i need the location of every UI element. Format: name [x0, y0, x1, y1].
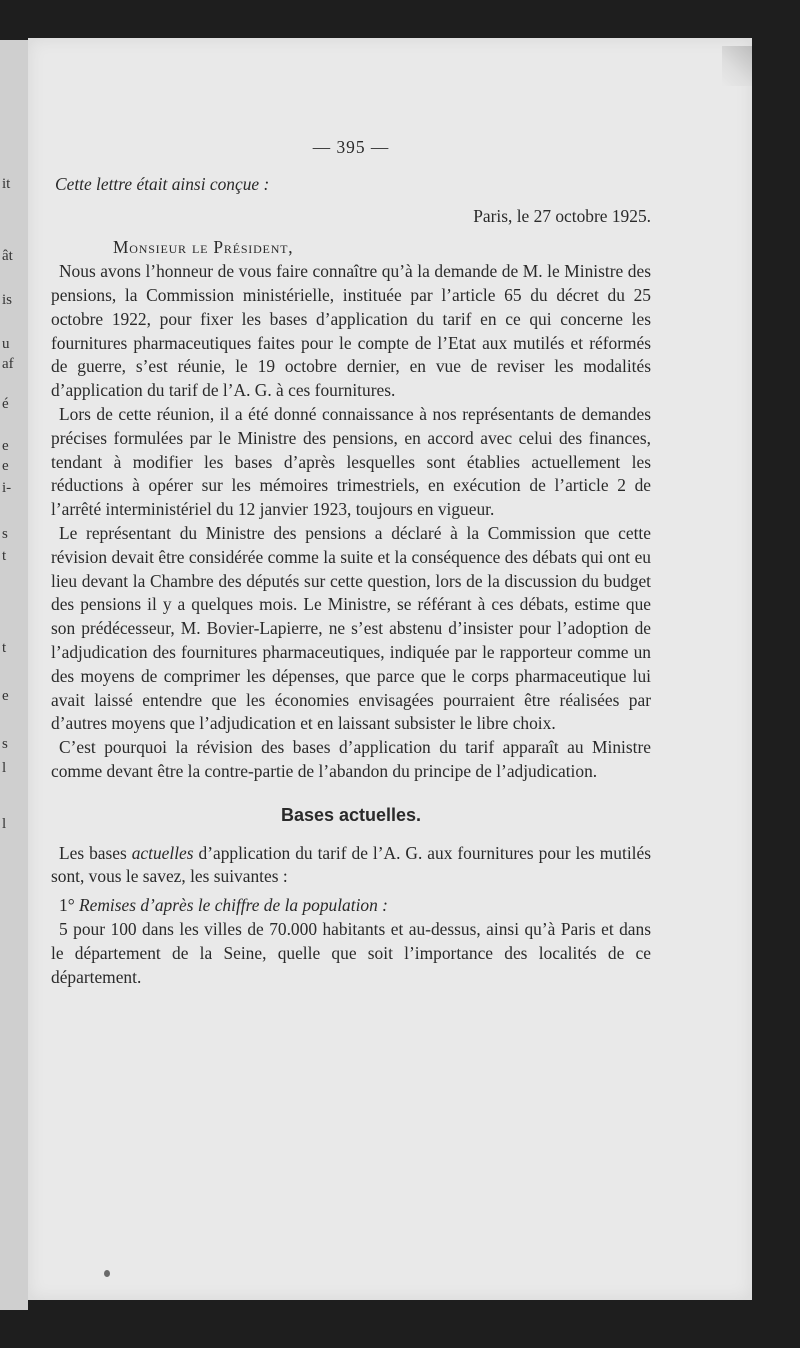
subheading-population — [51, 894, 651, 918]
adjacent-page-fragment: s — [2, 526, 8, 542]
adjacent-page-fragment: l — [2, 760, 7, 776]
final-paragraph: 5 pour 100 dans les villes de 70.000 habitants et au-dessus, ainsi qu’à Paris et dans le département de la Seine, quelle que soit l’importance des localités de ce département. — [51, 918, 651, 987]
adjacent-page-fragment: ât — [2, 248, 13, 264]
bases-text-before: Les bases — [59, 842, 132, 863]
adjacent-page-fragment: e — [2, 688, 9, 704]
adjacent-page-fragment: e — [2, 438, 9, 454]
bases-text-after: d’application du tarif de l’A. G. aux fournitures pour les mutilés sont, vous le savez, les suivantes : — [51, 842, 651, 887]
page-content — [51, 136, 651, 989]
adjacent-page-fragment: t — [2, 640, 7, 656]
ink-speck — [104, 1270, 110, 1277]
adjacent-page-edge — [0, 40, 28, 1310]
letter-salutation: Monsieur le Président, — [113, 237, 294, 258]
adjacent-page-fragment: af — [2, 356, 14, 372]
subheading-text: Remises d’après le chiffre de la population : — [79, 895, 388, 916]
section-heading: Bases actuelles. — [280, 804, 422, 825]
bases-text-emphasis: actuelles — [131, 842, 194, 863]
adjacent-page-fragment: l — [2, 816, 7, 832]
letter-paragraph: Nous avons l’honneur de vous faire connaître qu’à la demande de M. le Ministre des pensions, la Commission ministérielle, instituée par l’article 65 du décret du 25 octobre 1922, pour fixer les bases d’application du tarif en ce qui concerne les fournitures pharmaceutiques faites pour le compte de l’Etat aux mutilés et réformés de guerre, s’est réunie, le 19 octobre dernier, en vue de reviser les modalités d’application du tarif de l’A. G. à ces fournitures. — [51, 261, 651, 401]
bases-paragraph — [51, 842, 651, 890]
adjacent-page-fragment: u — [2, 336, 10, 352]
adjacent-page-fragment: it — [2, 176, 11, 192]
page-corner-fold — [722, 46, 752, 86]
subheading-number: 1° — [59, 895, 79, 916]
page-number: — 395 — — [312, 137, 390, 157]
adjacent-page-fragment: i- — [2, 480, 12, 496]
adjacent-page-fragment: is — [2, 292, 13, 308]
letter-paragraph: Le représentant du Ministre des pensions a déclaré à la Commission que cette révision devait être considérée comme la suite et la conséquence des débats qui ont eu lieu devant la Chambre des députés sur cette question, lors de la discussion du budget des pensions il y a quelques mois. Le Ministre, se référant à ces débats, estime que son prédécesseur, M. Bovier-Lapierre, ne s’est abstenu d’insister pour l’adoption de l’adjudication des fournitures pharmaceutiques, indiquée par le rapporteur comme un des moyens de comprimer les dépenses, que parce que le corps pharmaceutique lui avait laissé entendre que les économies envisagées pourraient être réalisées par d’autres moyens que l’adjudication et en laissant subsister le libre choix. — [51, 522, 651, 734]
adjacent-page-fragment: s — [2, 736, 8, 752]
book-page — [28, 38, 752, 1300]
adjacent-page-fragment: e — [2, 458, 9, 474]
adjacent-page-fragment: t — [2, 548, 7, 564]
letter-paragraph: Lors de cette réunion, il a été donné connaissance à nos représentants de demandes précises formulées par le Ministre des pensions, en accord avec celui des finances, tendant à modifier les bases d’après lesquelles sont établies actuellement les réductions à opérer sur les mémoires trimestriels, en exécution de l’article 2 de l’arrêté interministériel du 12 janvier 1923, toujours en vigueur. — [51, 403, 651, 520]
letter-date: Paris, le 27 octobre 1925. — [473, 205, 651, 226]
adjacent-page-fragment: é — [2, 396, 9, 412]
intro-line: Cette lettre était ainsi conçue : — [55, 173, 270, 194]
letter-paragraph: C’est pourquoi la révision des bases d’application du tarif apparaît au Ministre comme devant être la contre-partie de l’abandon du principe de l’adjudication. — [51, 737, 651, 781]
